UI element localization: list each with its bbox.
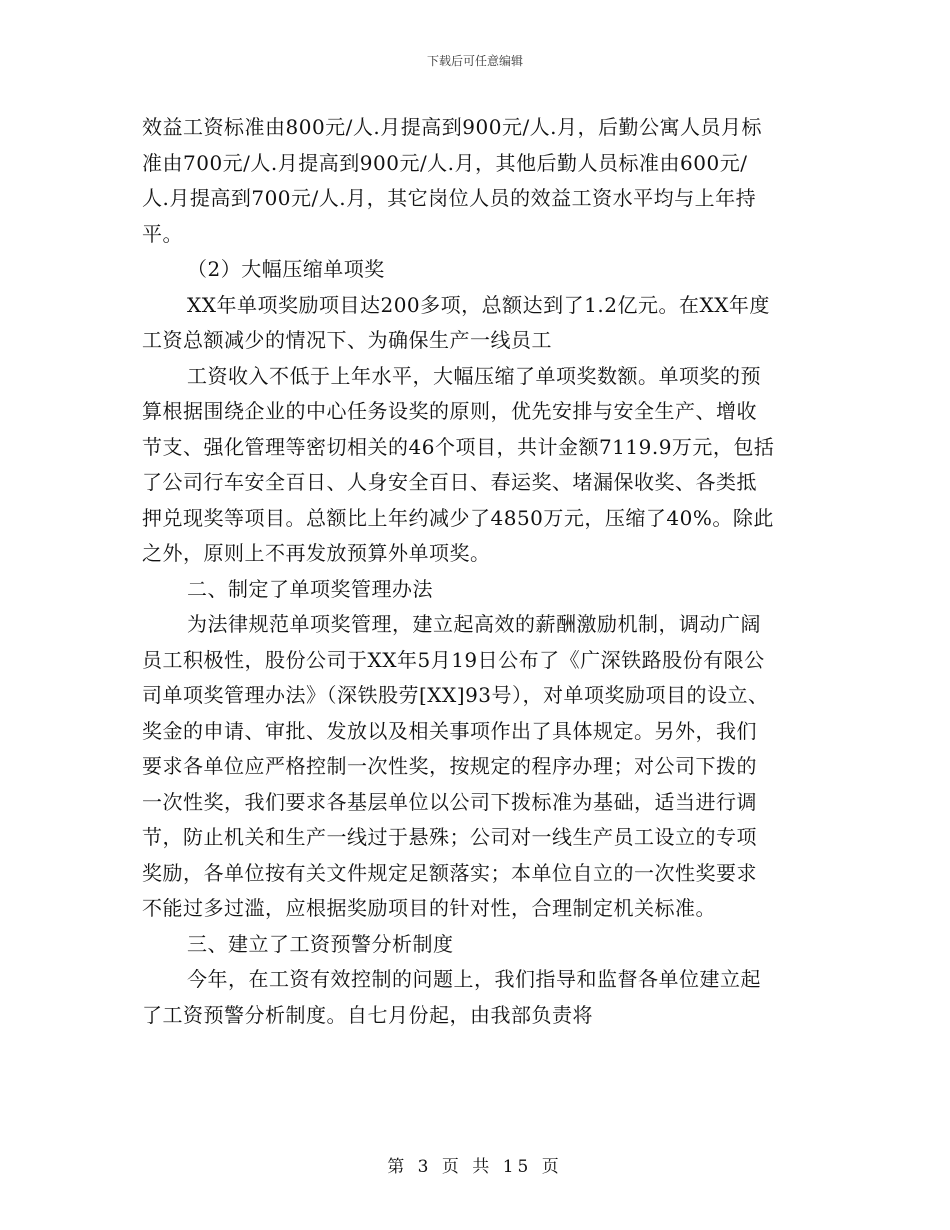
text-line: 今年，在工资有效控制的问题上，我们指导和监督各单位建立起 (187, 967, 761, 991)
text-line: 二、制定了单项奖管理办法 (187, 576, 433, 601)
text-line: 奖励，各单位按有关文件规定足额落实；本单位自立的一次性奖要求 (142, 860, 757, 885)
page-footer: 第 3 页 共 15 页 (387, 1157, 563, 1177)
text-line: 效益工资标准由800元/人.月提高到900元/人.月，后勤公寓人员月标 (142, 115, 763, 139)
text-line: 司单项奖管理办法》（深铁股劳[XX]93号），对单项奖励项目的设立、 (142, 683, 769, 707)
text-line: 不能过多过滥，应根据奖励项目的针对性，合理制定机关标准。 (142, 896, 716, 920)
page-header: 下载后可任意编辑 (426, 54, 523, 68)
text-line: 准由700元/人.月提高到900元/人.月，其他后勤人员标准由600元/ (142, 150, 748, 175)
text-line: 为法律规范单项奖管理，建立起高效的薪酬激励机制，调动广阔 (187, 612, 761, 636)
body-text (142, 110, 822, 1033)
text-line: 押兑现奖等项目。总额比上年约减少了4850万元，压缩了40%。除此 (142, 505, 774, 530)
text-line: 工资收入不低于上年水平，大幅压缩了单项奖数额。单项奖的预 (187, 363, 761, 388)
text-line: 算根据围绕企业的中心任务设奖的原则，优先安排与安全生产、增收 (142, 399, 757, 423)
text-line: 平。 (142, 221, 183, 246)
text-line: XX年单项奖励项目达200多项，总额达到了1.2亿元。在XX年度 (187, 292, 770, 317)
text-line: 要求各单位应严格控制一次性奖，按规定的程序办理；对公司下拨的 (142, 754, 757, 778)
text-line: 之外，原则上不再发放预算外单项奖。 (142, 541, 491, 565)
text-line: 三、建立了工资预警分析制度 (187, 931, 454, 956)
text-line: 了工资预警分析制度。自七月份起，由我部负责将 (142, 1002, 593, 1027)
text-line: 奖金的申请、审批、发放以及相关事项作出了具体规定。另外，我们 (142, 718, 757, 743)
text-line: （2）大幅压缩单项奖 (187, 257, 385, 281)
text-line: 人.月提高到700元/人.月，其它岗位人员的效益工资水平均与上年持 (142, 186, 757, 210)
text-line: 员工积极性，股份公司于XX年5月19日公布了《广深铁路股份有限公 (142, 647, 765, 672)
text-line: 节支、强化管理等密切相关的46个项目，共计金额7119.9万元，包括 (142, 434, 775, 459)
text-line: 一次性奖，我们要求各基层单位以公司下拨标准为基础，适当进行调 (142, 789, 757, 814)
text-line: 节，防止机关和生产一线过于悬殊；公司对一线生产员工设立的专项 (142, 825, 757, 849)
text-line: 工资总额减少的情况下、为确保生产一线员工 (142, 328, 552, 352)
text-line: 了公司行车安全百日、人身安全百日、春运奖、堵漏保收奖、各类抵 (142, 470, 757, 494)
